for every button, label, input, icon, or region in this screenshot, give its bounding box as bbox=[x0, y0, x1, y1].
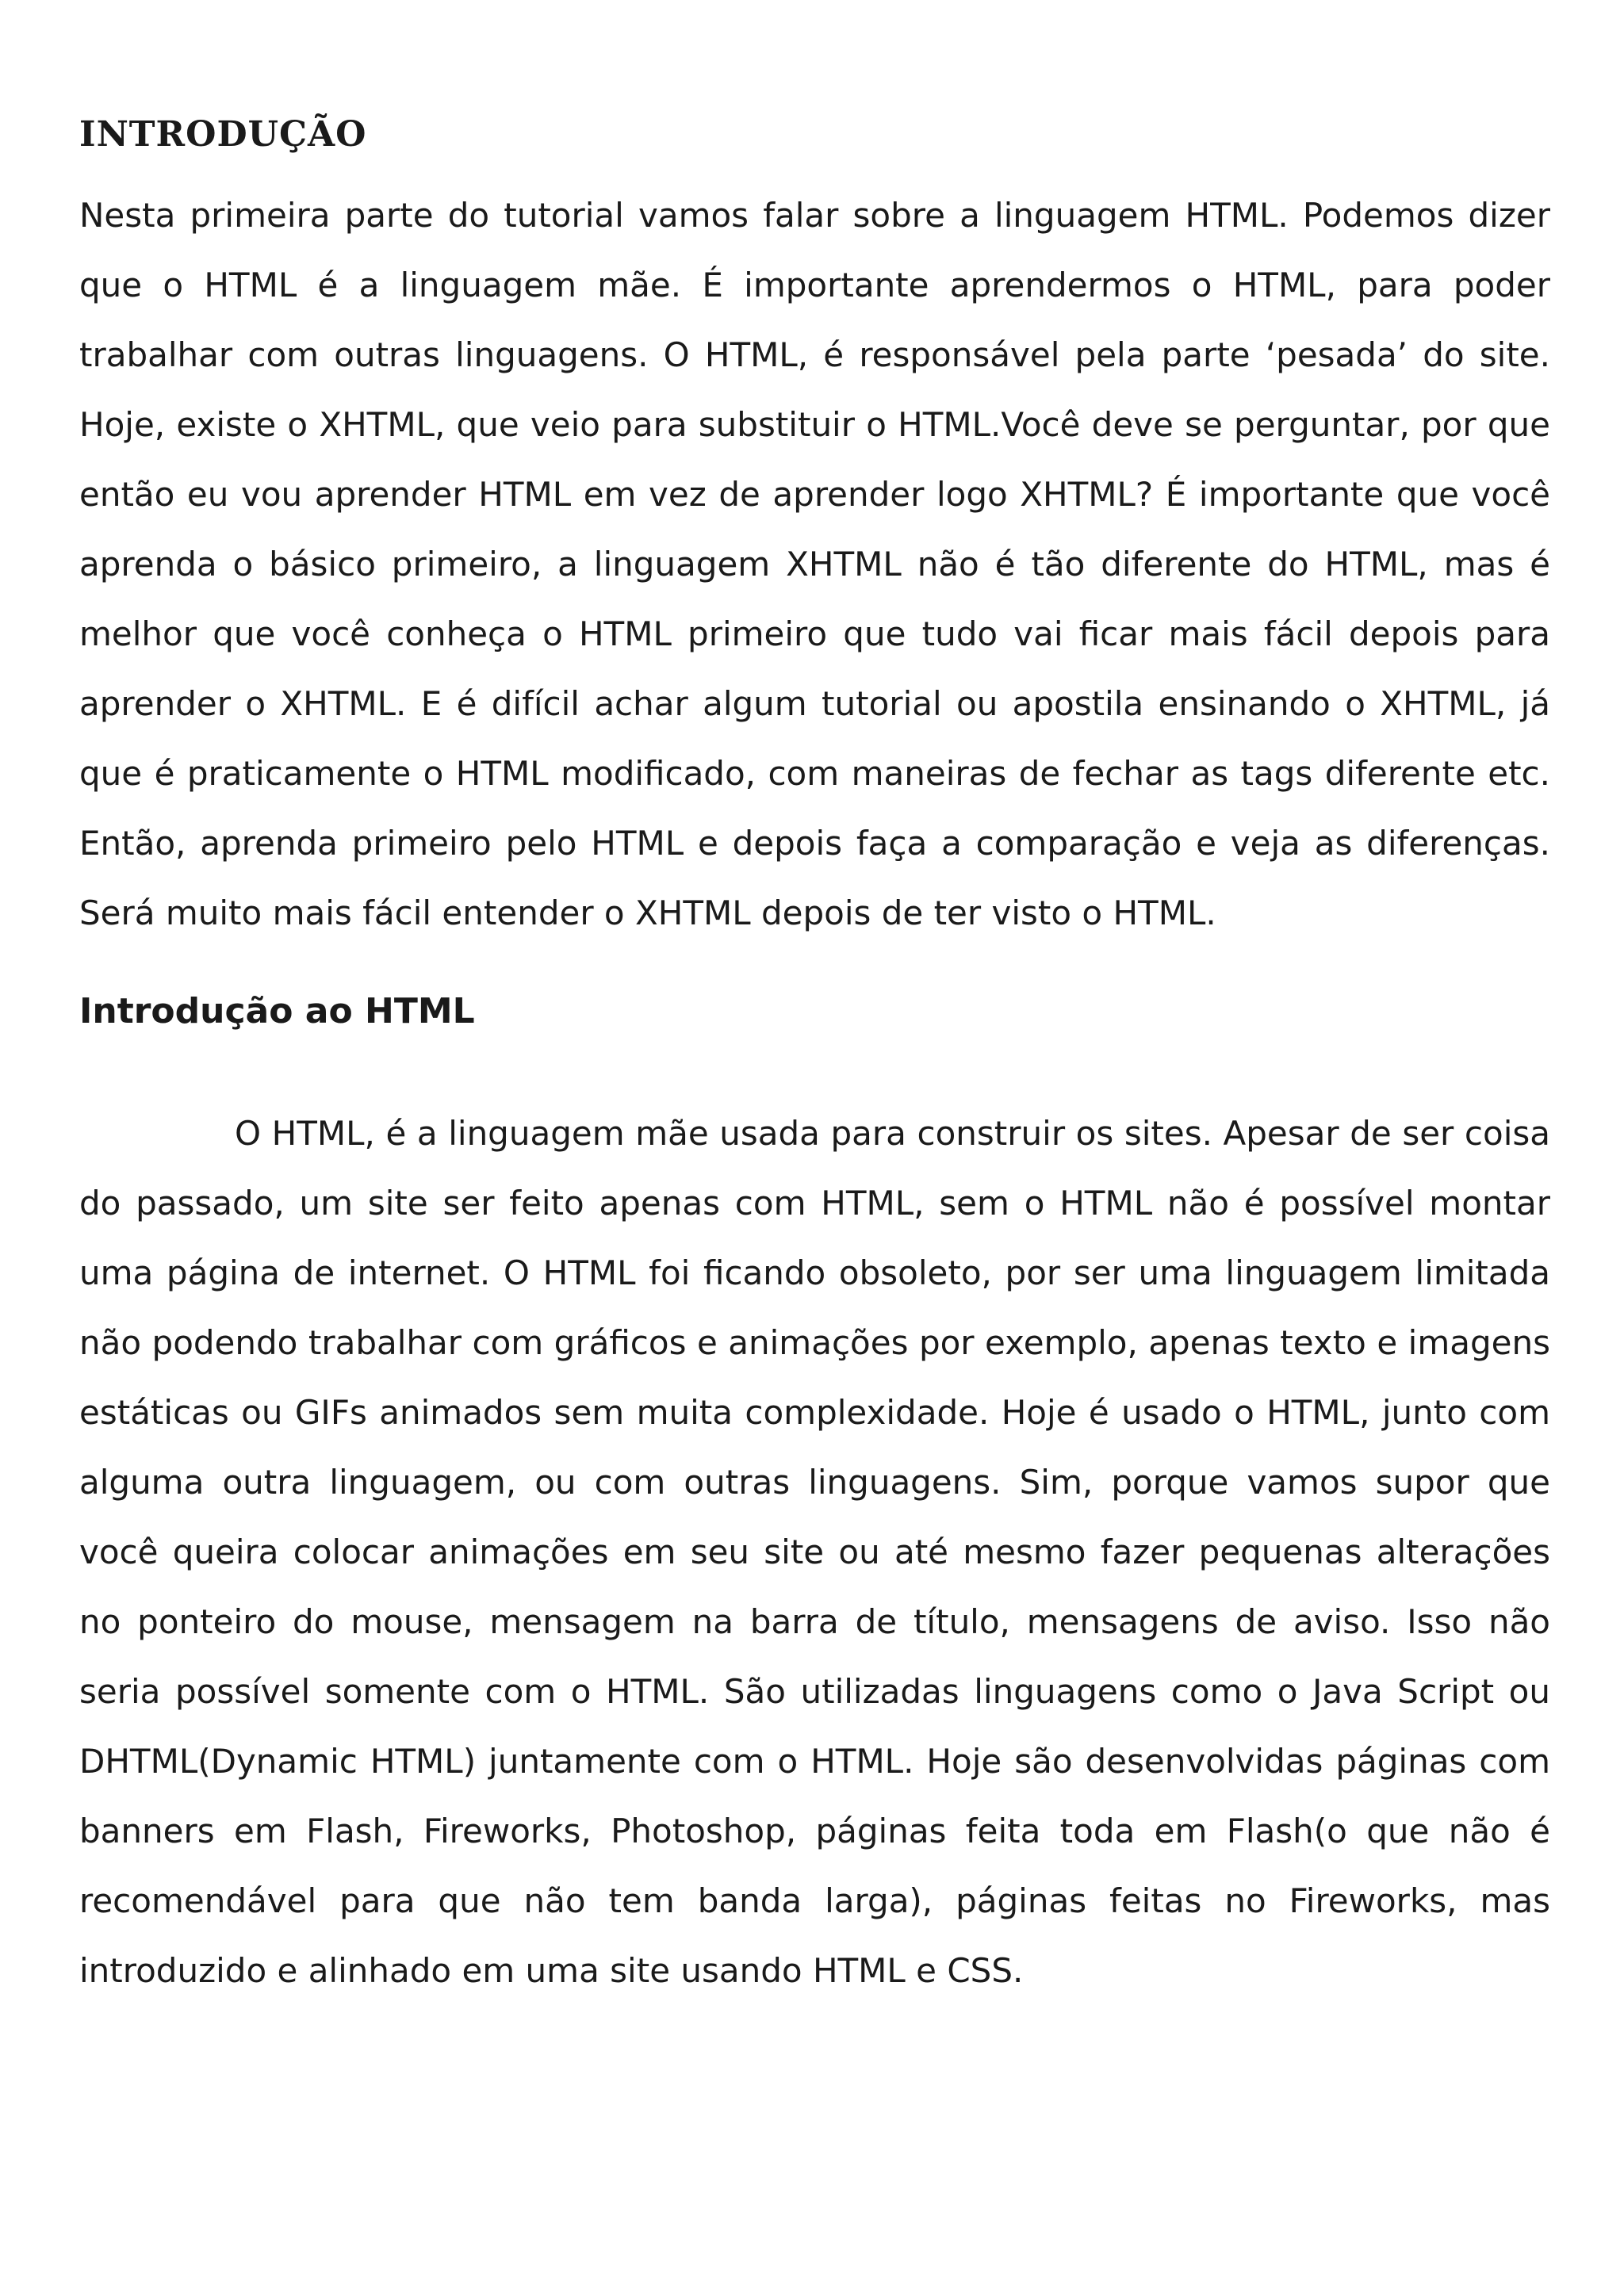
paragraph-introducao: Nesta primeira parte do tutorial vamos falar sobre a linguagem HTML. Podemos dizer que o HTML é a linguagem mãe. É importante aprendermos o HTML, para poder trabalhar com outras linguagens. O HTML, é responsável pela parte ‘pesada’ do site. Hoje, existe o XHTML, que veio para substituir o HTML.Você deve se perguntar, por que então eu vou aprender HTML em vez de aprender logo XHTML? É importante que você aprenda o básico primeiro, a linguagem XHTML não é tão diferente do HTML, mas é melhor que você conheça o HTML primeiro que tudo vai ficar mais fácil depois para aprender o XHTML. E é difícil achar algum tutorial ou apostila ensinando o XHTML, já que é praticamente o HTML modificado, com maneiras de fechar as tags diferente etc. Então, aprenda primeiro pelo HTML e depois faça a comparação e veja as diferenças. Será muito mais fácil entender o XHTML depois de ter visto o HTML. bbox=[79, 196, 1550, 932]
document-page bbox=[79, 111, 1550, 2006]
section-heading-introducao: INTRODUÇÃO bbox=[79, 114, 367, 155]
paragraph-introducao-ao-html: O HTML, é a linguagem mãe usada para construir os sites. Apesar de ser coisa do passado, um site ser feito apenas com HTML, sem o HTML não é possível montar uma página de internet. O HTML foi ficando obsoleto, por ser uma linguagem limitada não podendo trabalhar com gráficos e animações por exemplo, apenas texto e imagens estáticas ou GIFs animados sem muita complexidade. Hoje é usado o HTML, junto com alguma outra linguagem, ou com outras linguagens. Sim, porque vamos supor que você queira colocar animações em seu site ou até mesmo fazer pequenas alterações no ponteiro do mouse, mensagem na barra de título, mensagens de aviso. Isso não seria possível somente com o HTML. São utilizadas linguagens como o Java Script ou DHTML(Dynamic HTML) juntamente com o HTML. Hoje são desenvolvidas páginas com banners em Flash, Fireworks, Photoshop, páginas feita toda em Flash(o que não é recomendável para que não tem banda larga), páginas feitas no Fireworks, mas introduzido e alinhado em uma site usando HTML e CSS. bbox=[79, 1114, 1550, 1990]
section-heading-introducao-ao-html: Introdução ao HTML bbox=[79, 991, 475, 1031]
